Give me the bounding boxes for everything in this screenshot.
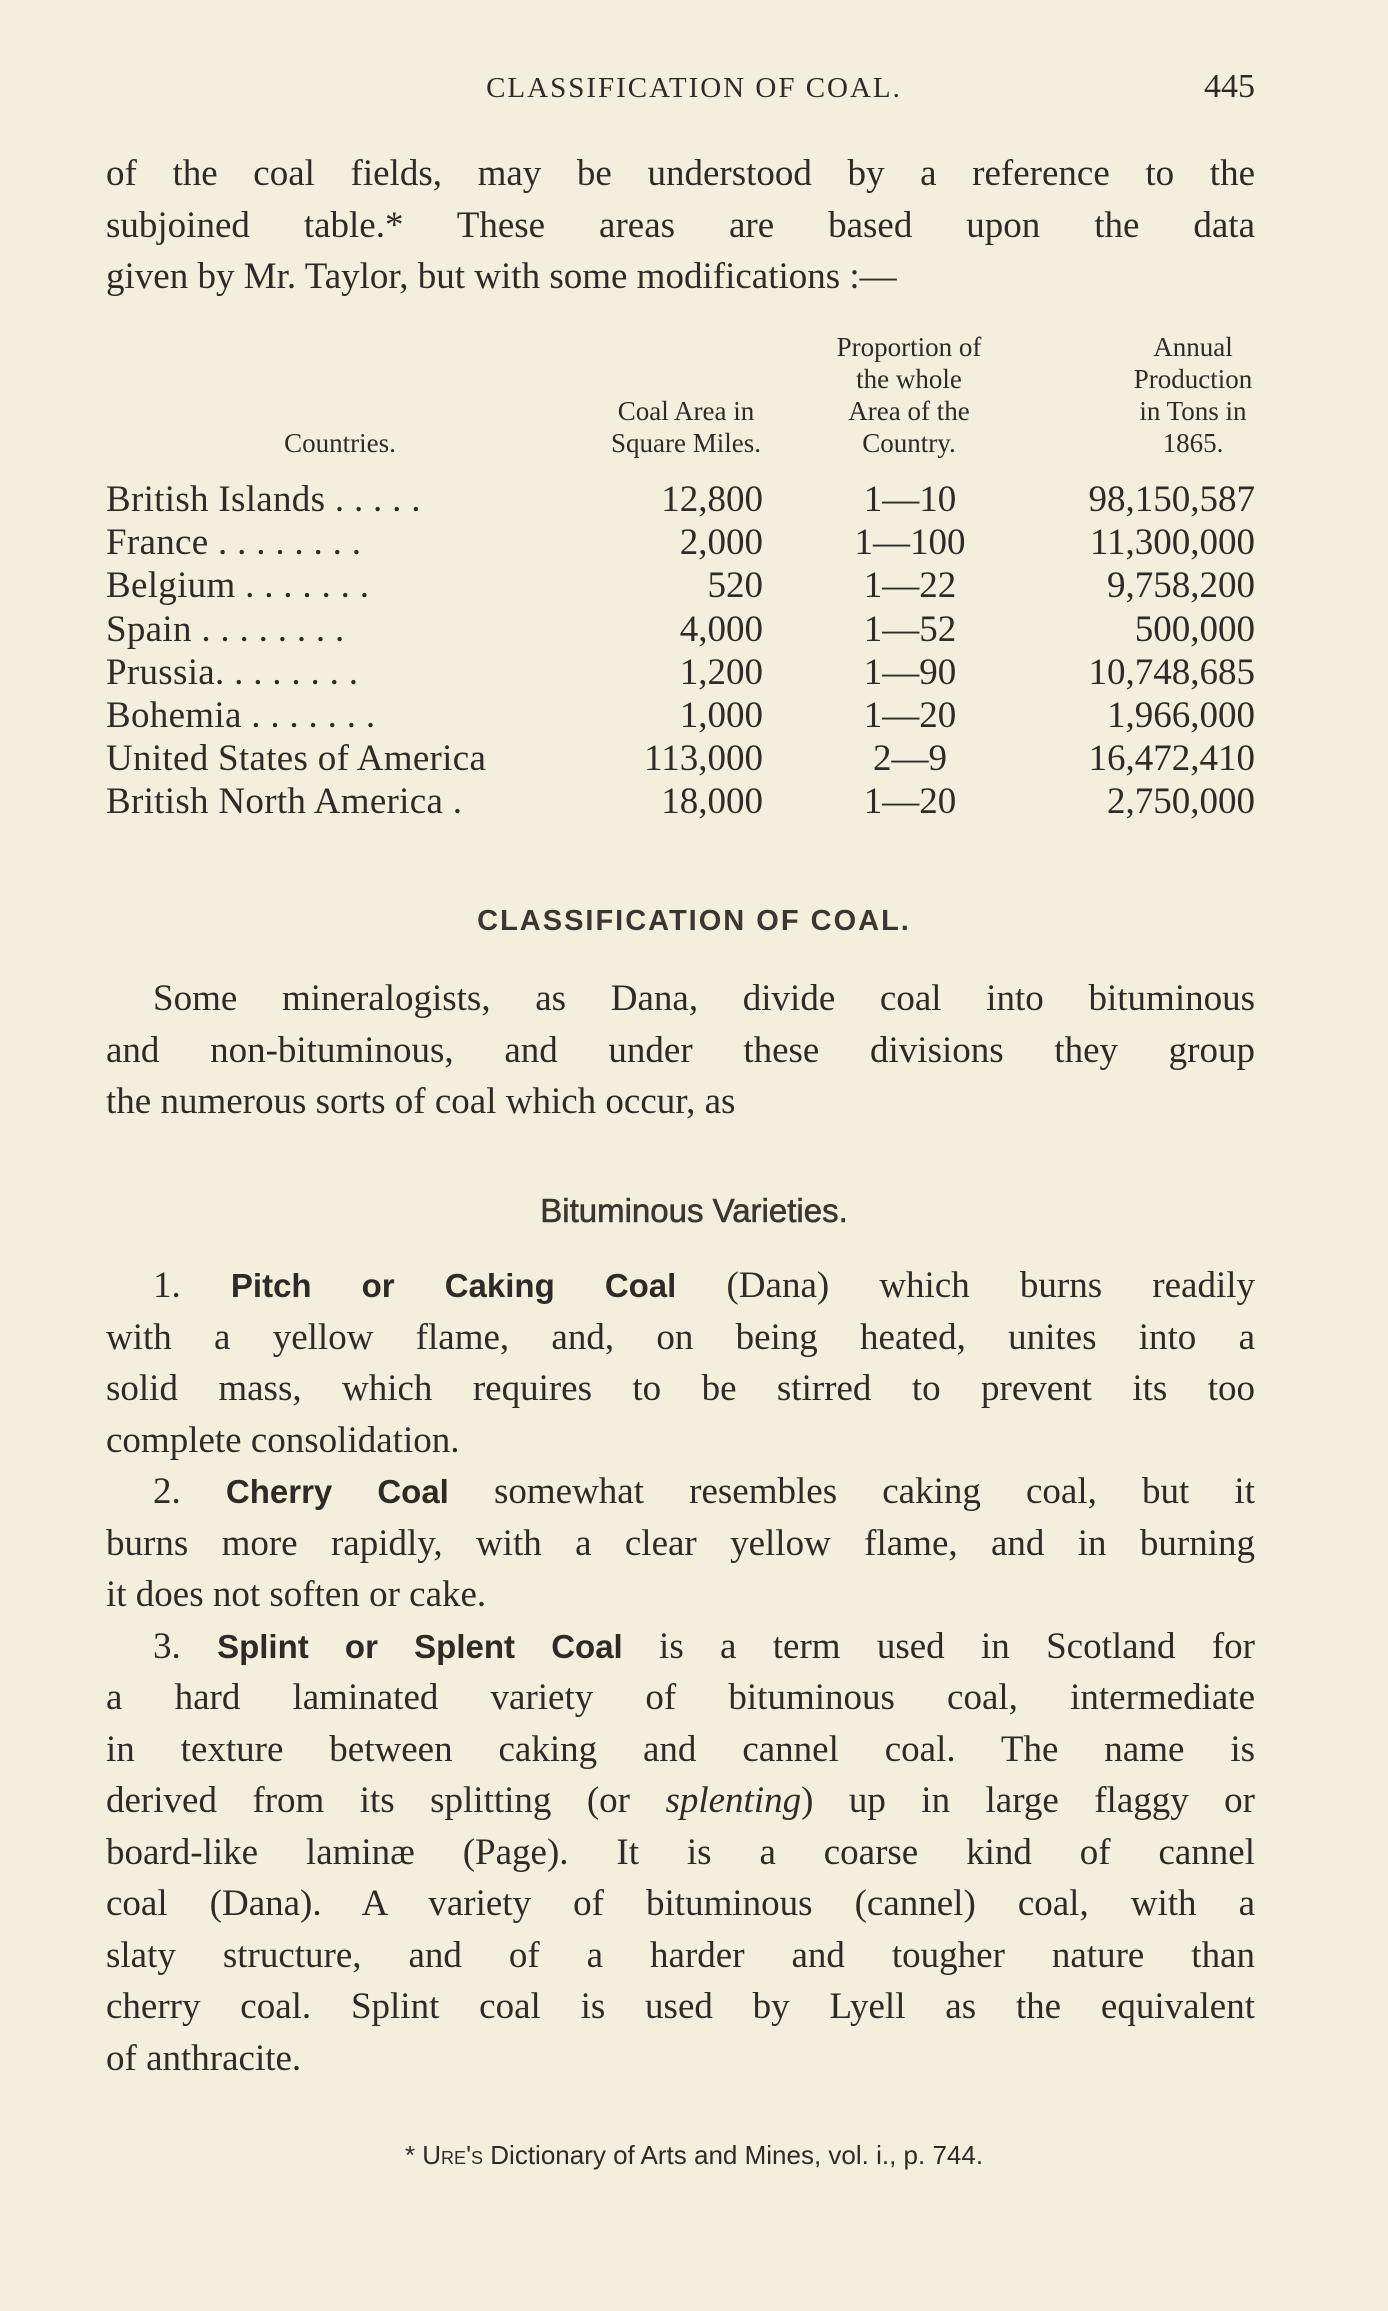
text-segment: Some mineralogists, as Dana, divide coal into bituminous [153, 978, 1255, 1019]
proportion-cell: 1—20 [863, 781, 957, 823]
text-line [106, 973, 1255, 1025]
header-line: Proportion of [836, 332, 982, 362]
header-line: the whole [856, 364, 962, 394]
area-cell: 520 [707, 565, 763, 607]
country-cell: Prussia. . . . . . . . [106, 651, 359, 693]
header-line: Countries. [284, 428, 396, 458]
text-segment: 3. [153, 1625, 218, 1667]
header-line: Square Miles. [611, 428, 761, 458]
country-cell: British Islands . . . . . [106, 479, 421, 520]
area-cell: 12,800 [661, 479, 763, 520]
proportion-cell: 1—10 [863, 479, 957, 520]
proportion-cell: 1—22 [863, 565, 957, 607]
production-cell: 11,300,000 [1089, 522, 1255, 564]
section-heading: CLASSIFICATION OF COAL. [477, 905, 911, 937]
proportion-cell: 1—20 [863, 695, 957, 736]
text-line [106, 1415, 1255, 1467]
country-cell: United States of America [106, 738, 487, 780]
header-line: Country. [862, 428, 956, 458]
country-cell: Bohemia . . . . . . . [106, 695, 376, 736]
text-line [106, 1724, 1255, 1776]
text-segment: burns more rapidly, with a clear yellow flame, and in burning [106, 1522, 1255, 1564]
bold-term: Pitch or Caking Coal [230, 1267, 677, 1304]
text-segment: cherry coal. Splint coal is used by Lyell as the equivalent [106, 1986, 1255, 2027]
area-cell: 4,000 [679, 608, 763, 650]
header-line: Production [1133, 364, 1253, 394]
text-segment: 1. [153, 1265, 231, 1306]
production-cell: 2,750,000 [1107, 781, 1255, 823]
production-cell: 98,150,587 [1088, 479, 1255, 520]
text-segment: subjoined table.* These areas are based upon the data [106, 204, 1255, 246]
text-segment: the numerous sorts of coal which occur, as [106, 1081, 736, 1122]
footnote-text: Dictionary of Arts and Mines, vol. i., p. 744. [483, 2140, 984, 2170]
text-segment: in texture between caking and cannel coal. The name is [106, 1728, 1255, 1770]
text-segment: it does not soften or cake. [106, 1574, 487, 1615]
text-line [106, 1981, 1255, 2033]
text-segment: ) up in large flaggy or [801, 1780, 1255, 1821]
text-line [106, 1518, 1255, 1570]
production-cell: 10,748,685 [1088, 651, 1255, 693]
text-line [106, 1775, 1255, 1827]
text-segment: coal (Dana). A variety of bituminous (cannel) coal, with a [106, 1883, 1255, 1924]
proportion-cell: 2—9 [873, 738, 947, 780]
text-line [106, 1878, 1255, 1930]
text-line [106, 148, 1255, 200]
area-cell: 2,000 [679, 522, 763, 564]
text-segment: with a yellow flame, and, on being heated, unites into a [106, 1316, 1255, 1358]
footnote-mark: * [404, 2140, 423, 2170]
country-cell: Belgium . . . . . . . [106, 565, 370, 607]
area-cell: 113,000 [644, 738, 763, 780]
text-line [106, 1672, 1255, 1724]
text-segment: derived from its splitting (or [106, 1780, 666, 1821]
bold-term: Splint or Splent Coal [217, 1627, 623, 1665]
footnote-author: Ure's [422, 2140, 484, 2170]
text-segment: and non-bituminous, and under these divisions they group [106, 1029, 1255, 1071]
header-proportion [789, 331, 1029, 459]
text-segment: 2. [153, 1471, 226, 1512]
proportion-cell: 1—90 [863, 651, 957, 693]
running-title: CLASSIFICATION OF COAL. [486, 72, 902, 104]
country-cell: France . . . . . . . . [106, 522, 362, 564]
area-cell: 1,000 [679, 695, 763, 736]
text-line [106, 1363, 1255, 1415]
text-line [106, 1569, 1255, 1621]
production-cell: 1,966,000 [1107, 695, 1255, 736]
text-segment: is a term used in Scotland for [622, 1625, 1255, 1667]
text-segment: a hard laminated variety of bituminous coal, intermediate [106, 1677, 1255, 1718]
text-segment: board-like laminæ (Page). It is a coarse kind of cannel [106, 1831, 1255, 1873]
production-cell: 16,472,410 [1088, 738, 1255, 780]
text-line [106, 1930, 1255, 1982]
header-line: Annual [1153, 332, 1233, 362]
text-segment: of anthracite. [106, 2037, 302, 2079]
italic-term: splenting [665, 1780, 802, 1821]
text-line [106, 1621, 1255, 1673]
text-segment: of the coal fields, may be understood by a reference to the [106, 153, 1255, 194]
header-coal-area [566, 395, 806, 459]
area-cell: 18,000 [661, 781, 763, 823]
proportion-cell: 1—52 [863, 608, 957, 650]
country-cell: Spain . . . . . . . . [106, 608, 345, 650]
text-line [106, 1312, 1255, 1364]
text-line [106, 1025, 1255, 1077]
page-number: 445 [1204, 68, 1255, 105]
proportion-cell: 1—100 [854, 522, 966, 564]
text-segment: (Dana) which burns readily [676, 1265, 1256, 1306]
header-production [1073, 331, 1313, 459]
text-segment: complete consolidation. [106, 1419, 460, 1461]
sub-heading: Bituminous Varieties. [540, 1192, 848, 1229]
header-line: Coal Area in [617, 396, 755, 426]
text-line [106, 2033, 1255, 2085]
text-line [106, 251, 1255, 303]
production-cell: 500,000 [1134, 608, 1255, 650]
text-line [106, 1076, 1255, 1128]
header-line: in Tons in [1139, 396, 1247, 426]
area-cell: 1,200 [679, 651, 763, 693]
text-line [106, 1466, 1255, 1518]
header-countries [220, 427, 460, 459]
text-segment: somewhat resembles caking coal, but it [448, 1471, 1255, 1512]
footnote [0, 2140, 1388, 2171]
country-cell: British North America . [106, 781, 463, 823]
text-line [106, 1260, 1255, 1312]
text-line [106, 1827, 1255, 1879]
header-line: 1865. [1162, 428, 1224, 458]
text-line [106, 200, 1255, 252]
production-cell: 9,758,200 [1107, 565, 1255, 607]
text-segment: given by Mr. Taylor, but with some modifications :— [106, 256, 897, 297]
text-segment: solid mass, which requires to be stirred to prevent its too [106, 1368, 1255, 1409]
header-line: Area of the [848, 396, 970, 426]
text-segment: slaty structure, and of a harder and tougher nature than [106, 1934, 1255, 1976]
bold-term: Cherry Coal [225, 1473, 449, 1510]
